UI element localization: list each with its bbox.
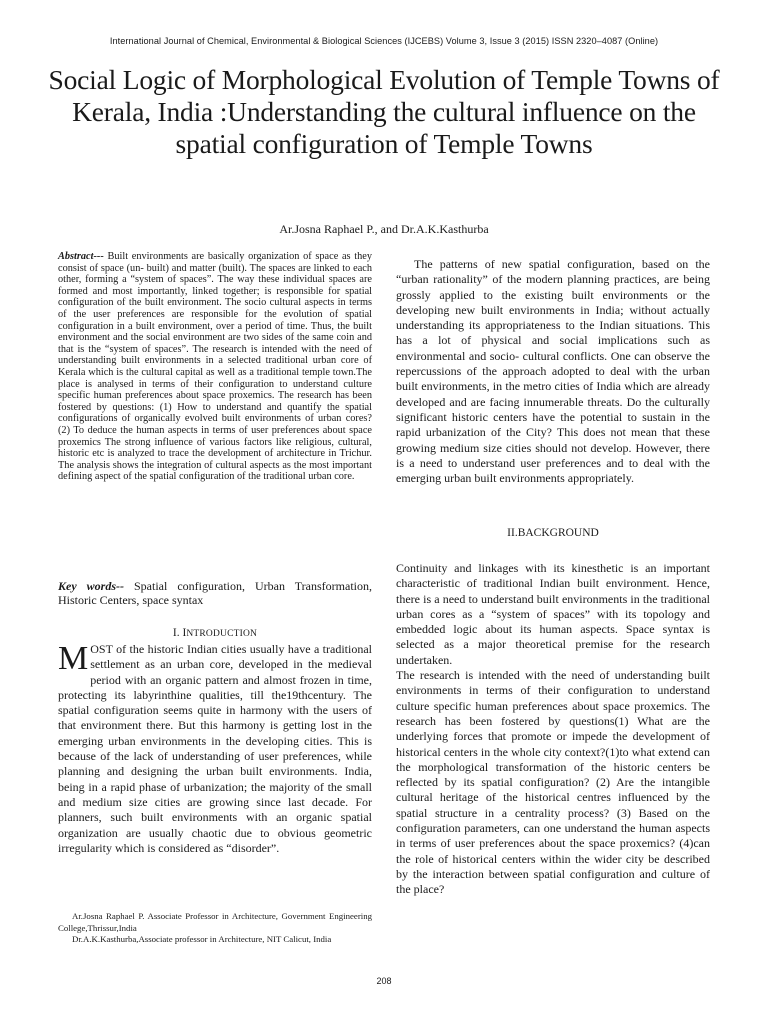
page-number: 208 (376, 976, 392, 986)
section-heading-introduction (58, 627, 372, 639)
section-number: I. (172, 627, 183, 639)
background-paragraph-2: The research is intended with the need of understanding built environments in terms of their configuration to understand culture specific human preferences about space proxemics. The research has been fostered by questions(1) What are the underlying forces that promote or impede the development of historical centers in the whole city context?(1)to what extend can the morphological transformation of the historic centers be reflected by its spatial configuration? (2) Are the intangible cultural heritage of the historical centres influenced by the spatial structure in a centrality process? (3) Based on the configuration parameters, can one understand the human aspects in terms of user preferences about the space proxemics? (4)can the role of historical centers within the wider city be described by the interaction between spatial configuration and culture of the place? (396, 668, 710, 897)
keywords-label: Key words-- (58, 579, 124, 593)
journal-header: International Journal of Chemical, Environmental & Biological Sciences (IJCEBS) Volume 3, Issue 3 (2015) ISSN 2320–4087 (Online) (109, 36, 659, 46)
author-footnotes (58, 911, 372, 946)
keywords (58, 579, 372, 607)
footnote-2: Dr.A.K.Kasthurba,Associate professor in Architecture, NIT Calicut, India (72, 934, 332, 945)
section-heading-background: II.BACKGROUND (507, 527, 599, 539)
introduction-text: OST of the historic Indian cities usually have a traditional settlement as an urban core, developed in the medieval period with an organic pattern and almost frozen in time, protecting its labyrinthine qualities, till the19thcentury. The spatial configuration seems quite in harmony with the users of that environment there. But this harmony is getting lost in the emerging urban environments in the developing cities. This is because of the lack of understanding of user preferences, while planning and designing the urban built environments. India, being in a rapid phase of urbanization; the majority of the small and medium size cities are growing since last decade. For planners, such built environments with an organic spatial organization are usually chaotic due to obvious geometric irregularity which is considered as “disorder”. (58, 642, 372, 855)
section-rest: NTRODUCTION (186, 629, 258, 639)
section-initial: I (182, 627, 187, 639)
footnote-1: Ar.Josna Raphael P. Associate Professor in Architecture, Government Engineering College,Thrissur,India (58, 911, 372, 933)
paragraph-text: The patterns of new spatial configuration, based on the “urban rationality” of the modern planning practices, are being grossly applied to the existing built environments or the developing new built environments in India; without actually understanding its appropriateness to the Indian situations. This has a lot of physical and social implications such as environmental and socio- cultural conflicts. One can observe the repercussions of the approach adopted to deal with the urban built environments, in the metro cities of India which are already developed and are facing innumerable threats. Do the culturally significant historic centers have the potential to sustain in the rapid urbanization of the City? This does not mean that these growing medium size cities should not develop. However, there is a need to understand user preferences and to deal with the emerging urban built environments appropriately. (396, 257, 710, 486)
keywords-text: Spatial configuration, Urban Transformation, Historic Centers, space syntax (58, 579, 372, 608)
drop-cap: M (58, 640, 89, 677)
background-paragraph-1: Continuity and linkages with its kinesthetic is an important characteristic of traditional Indian built environment. Hence, there is a need to understand built environments in the traditional urban cores as a “system of spaces” with its topology and embedded logic about its human aspects. Space syntax is selected as a major theoretical premise for the research undertaken. (396, 561, 710, 667)
abstract-text: Built environments are basically organization of space as they consist of space (un- built) and matter (built). The spaces are linked to each other, forming a “system of spaces”. The way these individual spaces are formed and most importantly, linked together; is responsible for spatial configuration of the built environment. The socio cultural aspects in terms of the user preferences are responsible for the evolution of spatial configuration in a built environment, over a period of time. Thus, the built environment and the social environment are two sides of the same coin and that is the “system of spaces”. The research is intended with the need of understanding built environments in a selected traditional urban core of Kerala which is the cultural capital as well as a traditional temple town.The place is analysed in terms of their configuration to understand culture specific human preferences about space proxemics. The research has been fostered by questions: (1) How to understand and quantify the spatial configurations of organically evolved built environments of urban cores? (2) To deduce the human aspects in terms of user preferences about space proxemics The strong influence of various factors like religious, cultural, historic etc is analyzed to trace the development of architecture in Trichur. The analysis shows the integration of cultural aspects as the most important defining aspect of the spatial configuration of the traditional urban core. (58, 251, 372, 483)
author-line: Ar.Josna Raphael P., and Dr.A.K.Kasthurba (279, 222, 489, 236)
abstract-label: Abstract--- (58, 251, 104, 262)
paper-title: Social Logic of Morphological Evolution of Temple Towns of Kerala, India :Understanding the cultural influence on the spatial configuration of Temple Towns (48, 64, 720, 159)
introduction-paragraph (58, 642, 372, 856)
background-section (396, 561, 710, 898)
right-column-paragraph (396, 257, 710, 486)
abstract (58, 251, 372, 483)
